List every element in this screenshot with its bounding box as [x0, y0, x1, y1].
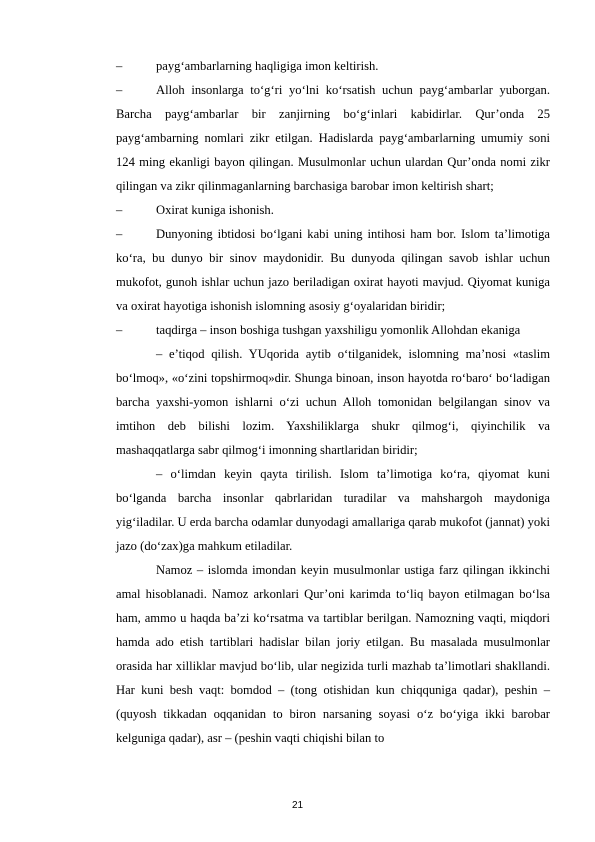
list-item-text: payg‘ambarlarning haqligiga imon keltirish.	[156, 59, 379, 73]
list-dash: –	[116, 203, 123, 217]
list-item	[116, 78, 550, 198]
list-item	[116, 198, 550, 222]
list-dash: –	[116, 59, 123, 73]
document-body	[116, 54, 550, 750]
paragraph: – e’tiqod qilish. YUqorida aytib o‘tilganidek, islomning ma’nosi «taslim bo‘lmoq», «o‘zini topshirmoq»dir. Shunga binoan, inson hayotda ro‘baro‘ bo‘ladigan barcha yaxshi-yomon ishlarni o‘zi uchun Alloh tomonidan belgilangan sinov va imtihon deb bilishi lozim. Yaxshiliklarga shukr qilmog‘i, qiyinchilik va mashaqqatlarga sabr qilmog‘i imonning shartlaridan biridir;	[116, 347, 550, 457]
paragraph: Namoz – islomda imondan keyin musulmonlar ustiga farz qilingan ikkinchi amal hisoblanadi. Namoz arkonlari Qur’oni karimda to‘liq bayon etilmagan bo‘lsa ham, ammo u haqda ba’zi ko‘rsatma va tartiblar berilgan. Namozning vaqti, miqdori hamda ado etish tartiblari hadislar bilan joriy etilgan. Bu masalada musulmonlar orasida har xilliklar mavjud bo‘lib, ular negizida turli mazhab ta’limotlari shakllandi. Har kuni besh vaqt: bomdod – (tong otishidan kun chiqquniga qadar), peshin – (quyosh tikkadan oqqanidan to biron narsaning soyasi o‘z bo‘yiga ikki barobar kelguniga qadar), asr – (peshin vaqti chiqishi bilan to	[116, 563, 550, 745]
list-dash: –	[116, 83, 123, 97]
list-item-text: Dunyoning ibtidosi bo‘lgani kabi uning intihosi ham bor. Islom ta’limotiga ko‘ra, bu dunyo bir sinov maydonidir. Bu dunyoda qilingan savob ishlar uchun mukofot, gunoh ishlar uchun jazo beriladigan oxirat hayoti mavjud. Qiyomat kuniga va oxirat hayotiga ishonish islomning asosiy g‘oyalaridan biridir;	[116, 227, 550, 313]
list-item	[116, 318, 550, 342]
list-item-text: taqdirga – inson boshiga tushgan yaxshiligu yomonlik Allohdan ekaniga	[156, 323, 521, 337]
paragraph: – o‘limdan keyin qayta tirilish. Islom ta’limotiga ko‘ra, qiyomat kuni bo‘lganda barcha insonlar qabrlaridan turadilar va mahshargoh maydoniga yig‘iladilar. U erda barcha odamlar dunyodagi amallariga qarab mukofot (jannat) yoki jazo (do‘zax)ga mahkum etiladilar.	[116, 467, 550, 553]
list-item	[116, 54, 550, 78]
list-item	[116, 222, 550, 318]
list-dash: –	[116, 323, 123, 337]
list-item-text: Oxirat kuniga ishonish.	[156, 203, 274, 217]
list-item-text: Alloh insonlarga to‘g‘ri yo‘lni ko‘rsatish uchun payg‘ambarlar yuborgan. Barcha payg‘ambarlar bir zanjirning bo‘g‘inlari kabidirlar. Qur’onda 25 payg‘ambarning nomlari zikr etilgan. Hadislarda payg‘ambarlarning umumiy soni 124 ming ekanligi bayon qilingan. Musulmonlar uchun ulardan Qur’onda nomi zikr qilingan va zikr qilinmaganlarning barchasiga barobar imon keltirish shart;	[116, 83, 550, 193]
list-dash: –	[116, 227, 123, 241]
page-number: 21	[291, 800, 304, 811]
